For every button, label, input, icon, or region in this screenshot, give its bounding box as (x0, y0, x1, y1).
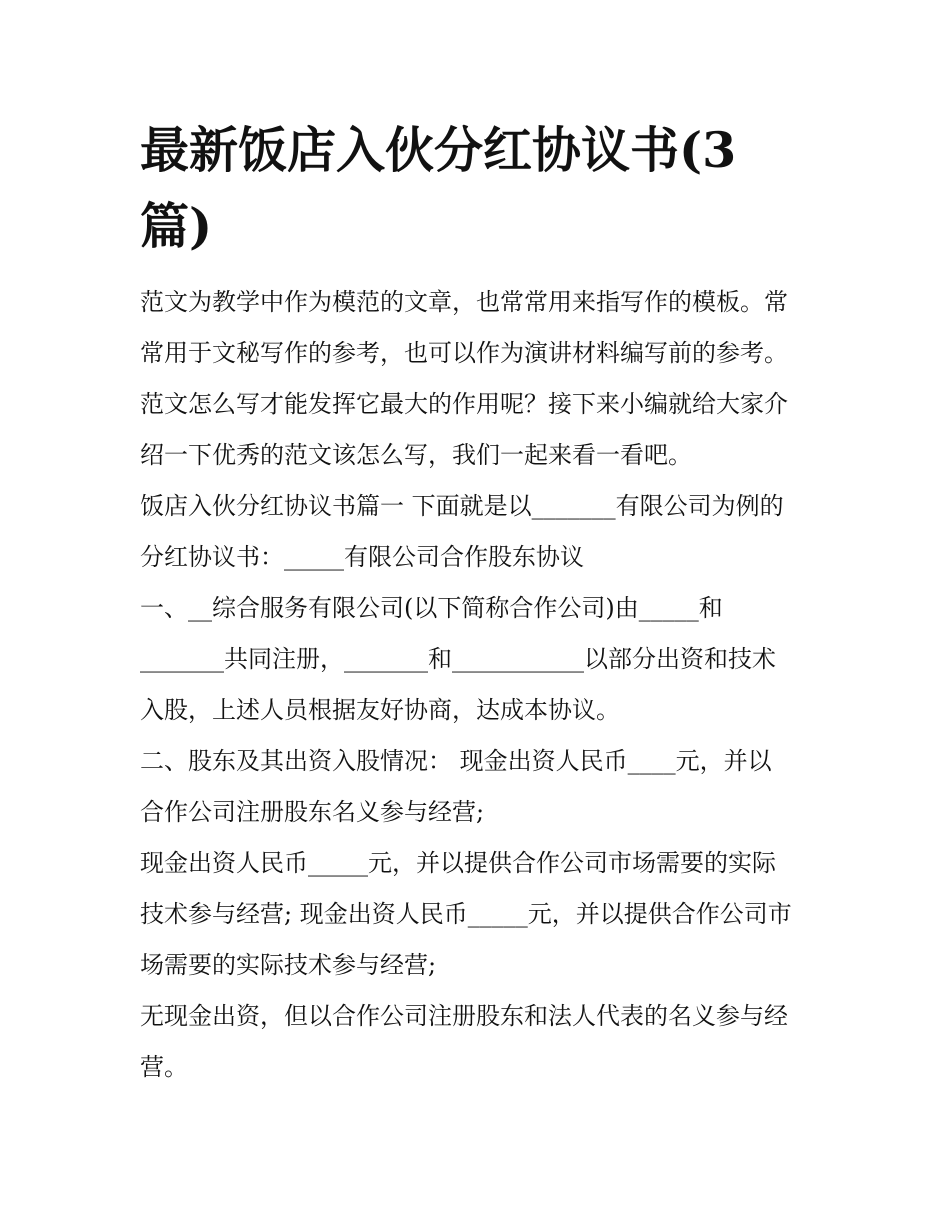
text-line: 一、__综合服务有限公司(以下简称合作公司)由_____和 (140, 594, 723, 622)
text-line: 饭店入伙分红协议书篇一 下面就是以_______有限公司为例的 (140, 492, 784, 520)
clause-two-paragraph (140, 736, 820, 838)
title-line: 篇) (140, 197, 213, 255)
no-cash-paragraph (140, 991, 820, 1093)
text-line: 二、股东及其出资入股情况： 现金出资人民币____元，并以 (140, 747, 772, 775)
text-line: 范文为教学中作为模范的文章，也常常用来指写作的模板。常 (140, 288, 788, 316)
document-body (140, 277, 820, 1093)
text-line: 技术参与经营; 现金出资人民币_____元，并以提供合作公司市 (140, 900, 792, 928)
text-line: 常用于文秘写作的参考，也可以作为演讲材料编写前的参考。 (140, 339, 788, 367)
text-line: 分红协议书：_____有限公司合作股东协议 (140, 543, 584, 571)
document-title (140, 112, 780, 264)
clause-one-paragraph (140, 583, 820, 736)
section-heading-paragraph (140, 481, 820, 583)
text-line: 入股，上述人员根据友好协商，达成本协议。 (140, 696, 620, 724)
text-line: 绍一下优秀的范文该怎么写，我们一起来看一看吧。 (140, 441, 692, 469)
cash-contribution-paragraph (140, 838, 820, 991)
intro-paragraph (140, 277, 820, 481)
text-line: 场需要的实际技术参与经营; (140, 951, 437, 979)
text-line: 合作公司注册股东名义参与经营; (140, 798, 485, 826)
text-line: 无现金出资，但以合作公司注册股东和法人代表的名义参与经 (140, 1002, 788, 1030)
text-line: 现金出资人民币_____元，并以提供合作公司市场需要的实际 (140, 849, 776, 877)
text-line: 营。 (140, 1053, 188, 1081)
title-line: 最新饭店入伙分红协议书(3 (140, 121, 737, 179)
text-line: 范文怎么写才能发挥它最大的作用呢？接下来小编就给大家介 (140, 390, 788, 418)
text-line: _______共同注册，_______和___________以部分出资和技术 (140, 645, 776, 673)
